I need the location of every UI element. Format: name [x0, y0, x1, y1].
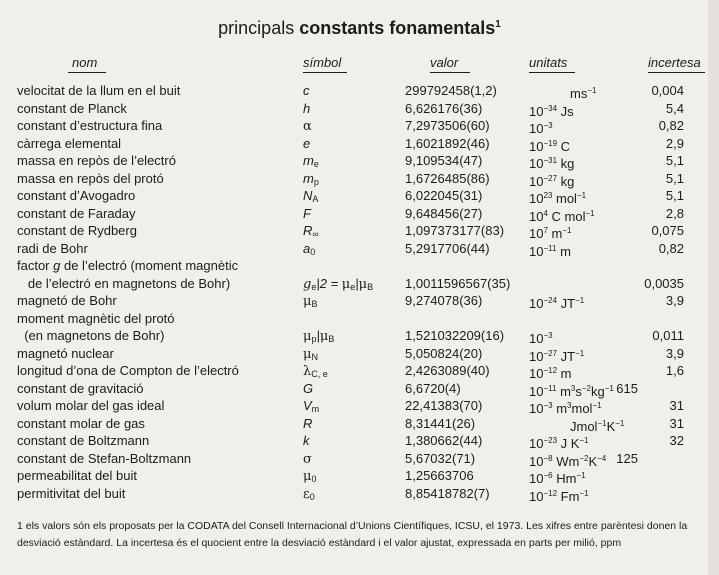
- row-19-unit: $Jmol^{-1}K^{-1}$: [570, 418, 625, 434]
- header-valor: valor: [430, 55, 458, 70]
- row-5-unit: $10^{-27}$ kg: [529, 173, 575, 189]
- row-9-value: 5,2917706(44): [405, 240, 490, 256]
- row-20-name: constant de Boltzmann: [17, 433, 150, 448]
- row-4-symbol: $m_e$: [303, 153, 319, 169]
- row-22-name: permeabilitat del buit: [17, 468, 137, 483]
- row-16-value: 2,4263089(40): [405, 363, 490, 378]
- row-16-unit: $10^{-12}$ m: [529, 366, 572, 381]
- row-23-value: 8,85418782(7): [405, 485, 490, 501]
- row-0-uncertainty: 0,004: [651, 83, 684, 98]
- row-1-uncertainty: 5,4: [665, 100, 684, 116]
- row-9-uncertainty: 0,82: [658, 240, 684, 256]
- row-6-unit: $10^{23}$ mol$^{-1}$: [529, 191, 587, 206]
- row-2-uncertainty: 0,82: [658, 118, 684, 133]
- row-7-symbol: F: [303, 205, 311, 221]
- row-2-symbol: α: [303, 119, 312, 134]
- row-12-value: 9,274078(36): [405, 293, 483, 308]
- row-12-uncertainty: 3,9: [665, 293, 684, 308]
- row-8-value: 1,097373177(83): [405, 223, 505, 238]
- header-unitats: unitats: [529, 55, 567, 70]
- row-11-value: 1,0011596567(35): [405, 275, 511, 291]
- row-0-unit: $ms^{-1}$: [570, 86, 597, 101]
- row-9-unit: $10^{-11}$ m: [529, 243, 571, 259]
- row-6-name: constant d’Avogadro: [17, 188, 136, 203]
- row-23-unit: $10^{-12}$ $Fm^{-1}$: [529, 488, 589, 504]
- row-5-uncertainty: 5,1: [665, 170, 684, 186]
- row-3-symbol: e: [303, 135, 311, 151]
- row-19-value: 8,31441(26): [405, 415, 476, 431]
- row-3-value: 1,6021892(46): [405, 135, 490, 151]
- row-20-symbol: k: [303, 433, 310, 448]
- row-22-value: 1,25663706: [405, 468, 474, 483]
- row-8-uncertainty: 0,075: [651, 223, 684, 238]
- row-18-name: volum molar del gas ideal: [17, 398, 165, 413]
- header-nom: nom: [72, 55, 97, 70]
- row-11-uncertainty: 0,0035: [644, 275, 684, 291]
- row-15-name: magnetó nuclear: [17, 345, 114, 361]
- row-20-value: 1,380662(44): [405, 433, 483, 448]
- row-18-value: 22,41383(70): [405, 398, 483, 413]
- row-17-unit: $10^{-11}$ $m^3s^{-2}kg^{-1}$: [529, 383, 614, 399]
- row-8-symbol: $R_\infty$: [303, 223, 319, 239]
- row-4-uncertainty: 5,1: [665, 153, 684, 168]
- row-7-value: 9,648456(27): [405, 205, 483, 221]
- row-5-value: 1,6726485(86): [405, 170, 490, 186]
- row-0-name: velocitat de la llum en el buit: [17, 83, 181, 98]
- row-18-uncertainty: 31: [669, 398, 684, 413]
- row-17-uncertainty: 615: [616, 380, 638, 396]
- row-22-symbol: $\mu_0$: [303, 469, 317, 484]
- row-12-name: magnetó de Bohr: [17, 293, 117, 308]
- row-19-name: constant molar de gas: [17, 415, 145, 431]
- row-22-unit: $10^{-6}$ $Hm^{-1}$: [529, 471, 586, 486]
- row-7-unit: $10^4$ C mol$^{-1}$: [529, 208, 595, 224]
- row-9-symbol: $a_0$: [303, 240, 316, 257]
- row-21-symbol: σ: [303, 451, 312, 467]
- row-21-unit: $10^{-8}$ $Wm^{-2}K^{-4}$: [529, 453, 607, 469]
- page-title: principals constants fonamentals$^1$: [218, 18, 501, 38]
- row-12-symbol: $\mu_B$: [303, 294, 318, 309]
- row-17-value: 6,6720(4): [405, 380, 461, 396]
- row-0-value: 299792458(1,2): [405, 83, 497, 98]
- row-14-uncertainty: 0,011: [652, 328, 684, 343]
- row-11-name: de l’electró en magnetons de Bohr): [17, 275, 231, 291]
- row-8-unit: $10^7$ $m^{-1}$: [529, 226, 572, 241]
- row-6-symbol: $N_A$: [303, 188, 319, 204]
- row-12-unit: $10^{-24}$ $JT^{-1}$: [529, 296, 585, 311]
- row-23-name: permitivitat del buit: [17, 485, 126, 501]
- row-14-name: (en magnetons de Bohr): [17, 328, 165, 343]
- header-simbol: símbol: [303, 55, 341, 70]
- row-7-uncertainty: 2,8: [665, 205, 684, 221]
- row-16-uncertainty: 1,6: [665, 363, 684, 378]
- row-18-unit: $10^{-3}$ $m^3mol^{-1}$: [529, 401, 602, 416]
- row-14-value: 1,521032209(16): [405, 328, 505, 343]
- row-5-name: massa en repòs del protó: [17, 170, 164, 186]
- row-14-symbol: $\mu_p|\mu_B$: [303, 328, 335, 344]
- row-2-value: 7,2973506(60): [405, 118, 490, 133]
- row-1-symbol: h: [303, 100, 311, 116]
- row-17-symbol: G: [303, 380, 314, 396]
- row-3-unit: $10^{-19}$ C: [529, 138, 571, 154]
- row-15-unit: $10^{-27}$ $JT^{-1}$: [529, 348, 585, 364]
- row-0-symbol: c: [303, 83, 310, 98]
- row-5-symbol: $m_p$: [303, 170, 319, 187]
- row-1-unit: $10^{-34}$ Js: [529, 103, 574, 119]
- row-3-uncertainty: 2,9: [665, 135, 684, 151]
- row-1-name: constant de Planck: [17, 100, 127, 116]
- row-23-symbol: $\varepsilon_0$: [303, 486, 315, 502]
- row-8-name: constant de Rydberg: [17, 223, 137, 238]
- row-1-value: 6,626176(36): [405, 100, 483, 116]
- row-10-name: factor g de l’electró (moment magnètic: [17, 258, 239, 273]
- row-4-name: massa en repòs de l’electró: [17, 153, 176, 168]
- row-2-name: constant d’estructura fina: [17, 118, 163, 133]
- row-4-value: 9,109534(47): [405, 153, 483, 168]
- row-6-uncertainty: 5,1: [665, 188, 684, 203]
- row-19-uncertainty: 31: [669, 415, 684, 431]
- row-15-value: 5,050824(20): [405, 345, 483, 361]
- row-21-uncertainty: 125: [616, 450, 638, 466]
- row-16-name: longitud d’ona de Compton de l’electró: [17, 363, 239, 378]
- row-2-unit: $10^{-3}$: [529, 121, 553, 136]
- row-18-symbol: $V_m$: [303, 398, 320, 414]
- row-21-value: 5,67032(71): [405, 450, 476, 466]
- row-4-unit: $10^{-31}$ kg: [529, 156, 575, 171]
- row-6-value: 6,022045(31): [405, 188, 483, 203]
- row-15-symbol: $\mu_N$: [303, 346, 318, 362]
- row-3-name: càrrega elemental: [17, 135, 122, 151]
- footnote: 1 els valors són els proposats per la CODATA del Consell Internacional d’Unions Científiques, ICSU, el 1973. Les xifres entre parèntesi donen la desviació estàndard. La incertesa és el quocient entre la desviació estàndard i el valor ajustat, expressada en parts per milió, ppm: [17, 520, 688, 549]
- row-16-symbol: $\lambda_{C, e}$: [303, 364, 328, 379]
- row-15-uncertainty: 3,9: [665, 345, 684, 361]
- page-edge: [708, 0, 719, 575]
- row-13-name: moment magnètic del protó: [17, 310, 175, 326]
- row-9-name: radi de Bohr: [17, 240, 88, 256]
- header-incertesa: incertesa: [648, 55, 701, 70]
- row-21-name: constant de Stefan-Boltzmann: [17, 450, 192, 466]
- row-14-unit: $10^{-3}$: [529, 331, 553, 346]
- row-11-symbol: $g_e|2 = \mu_e|\mu_B$: [303, 275, 374, 292]
- row-7-name: constant de Faraday: [17, 205, 136, 221]
- row-17-name: constant de gravitació: [17, 380, 144, 396]
- row-20-uncertainty: 32: [669, 433, 684, 448]
- row-19-symbol: R: [303, 415, 313, 431]
- row-20-unit: $10^{-23}$ J $K^{-1}$: [529, 436, 589, 451]
